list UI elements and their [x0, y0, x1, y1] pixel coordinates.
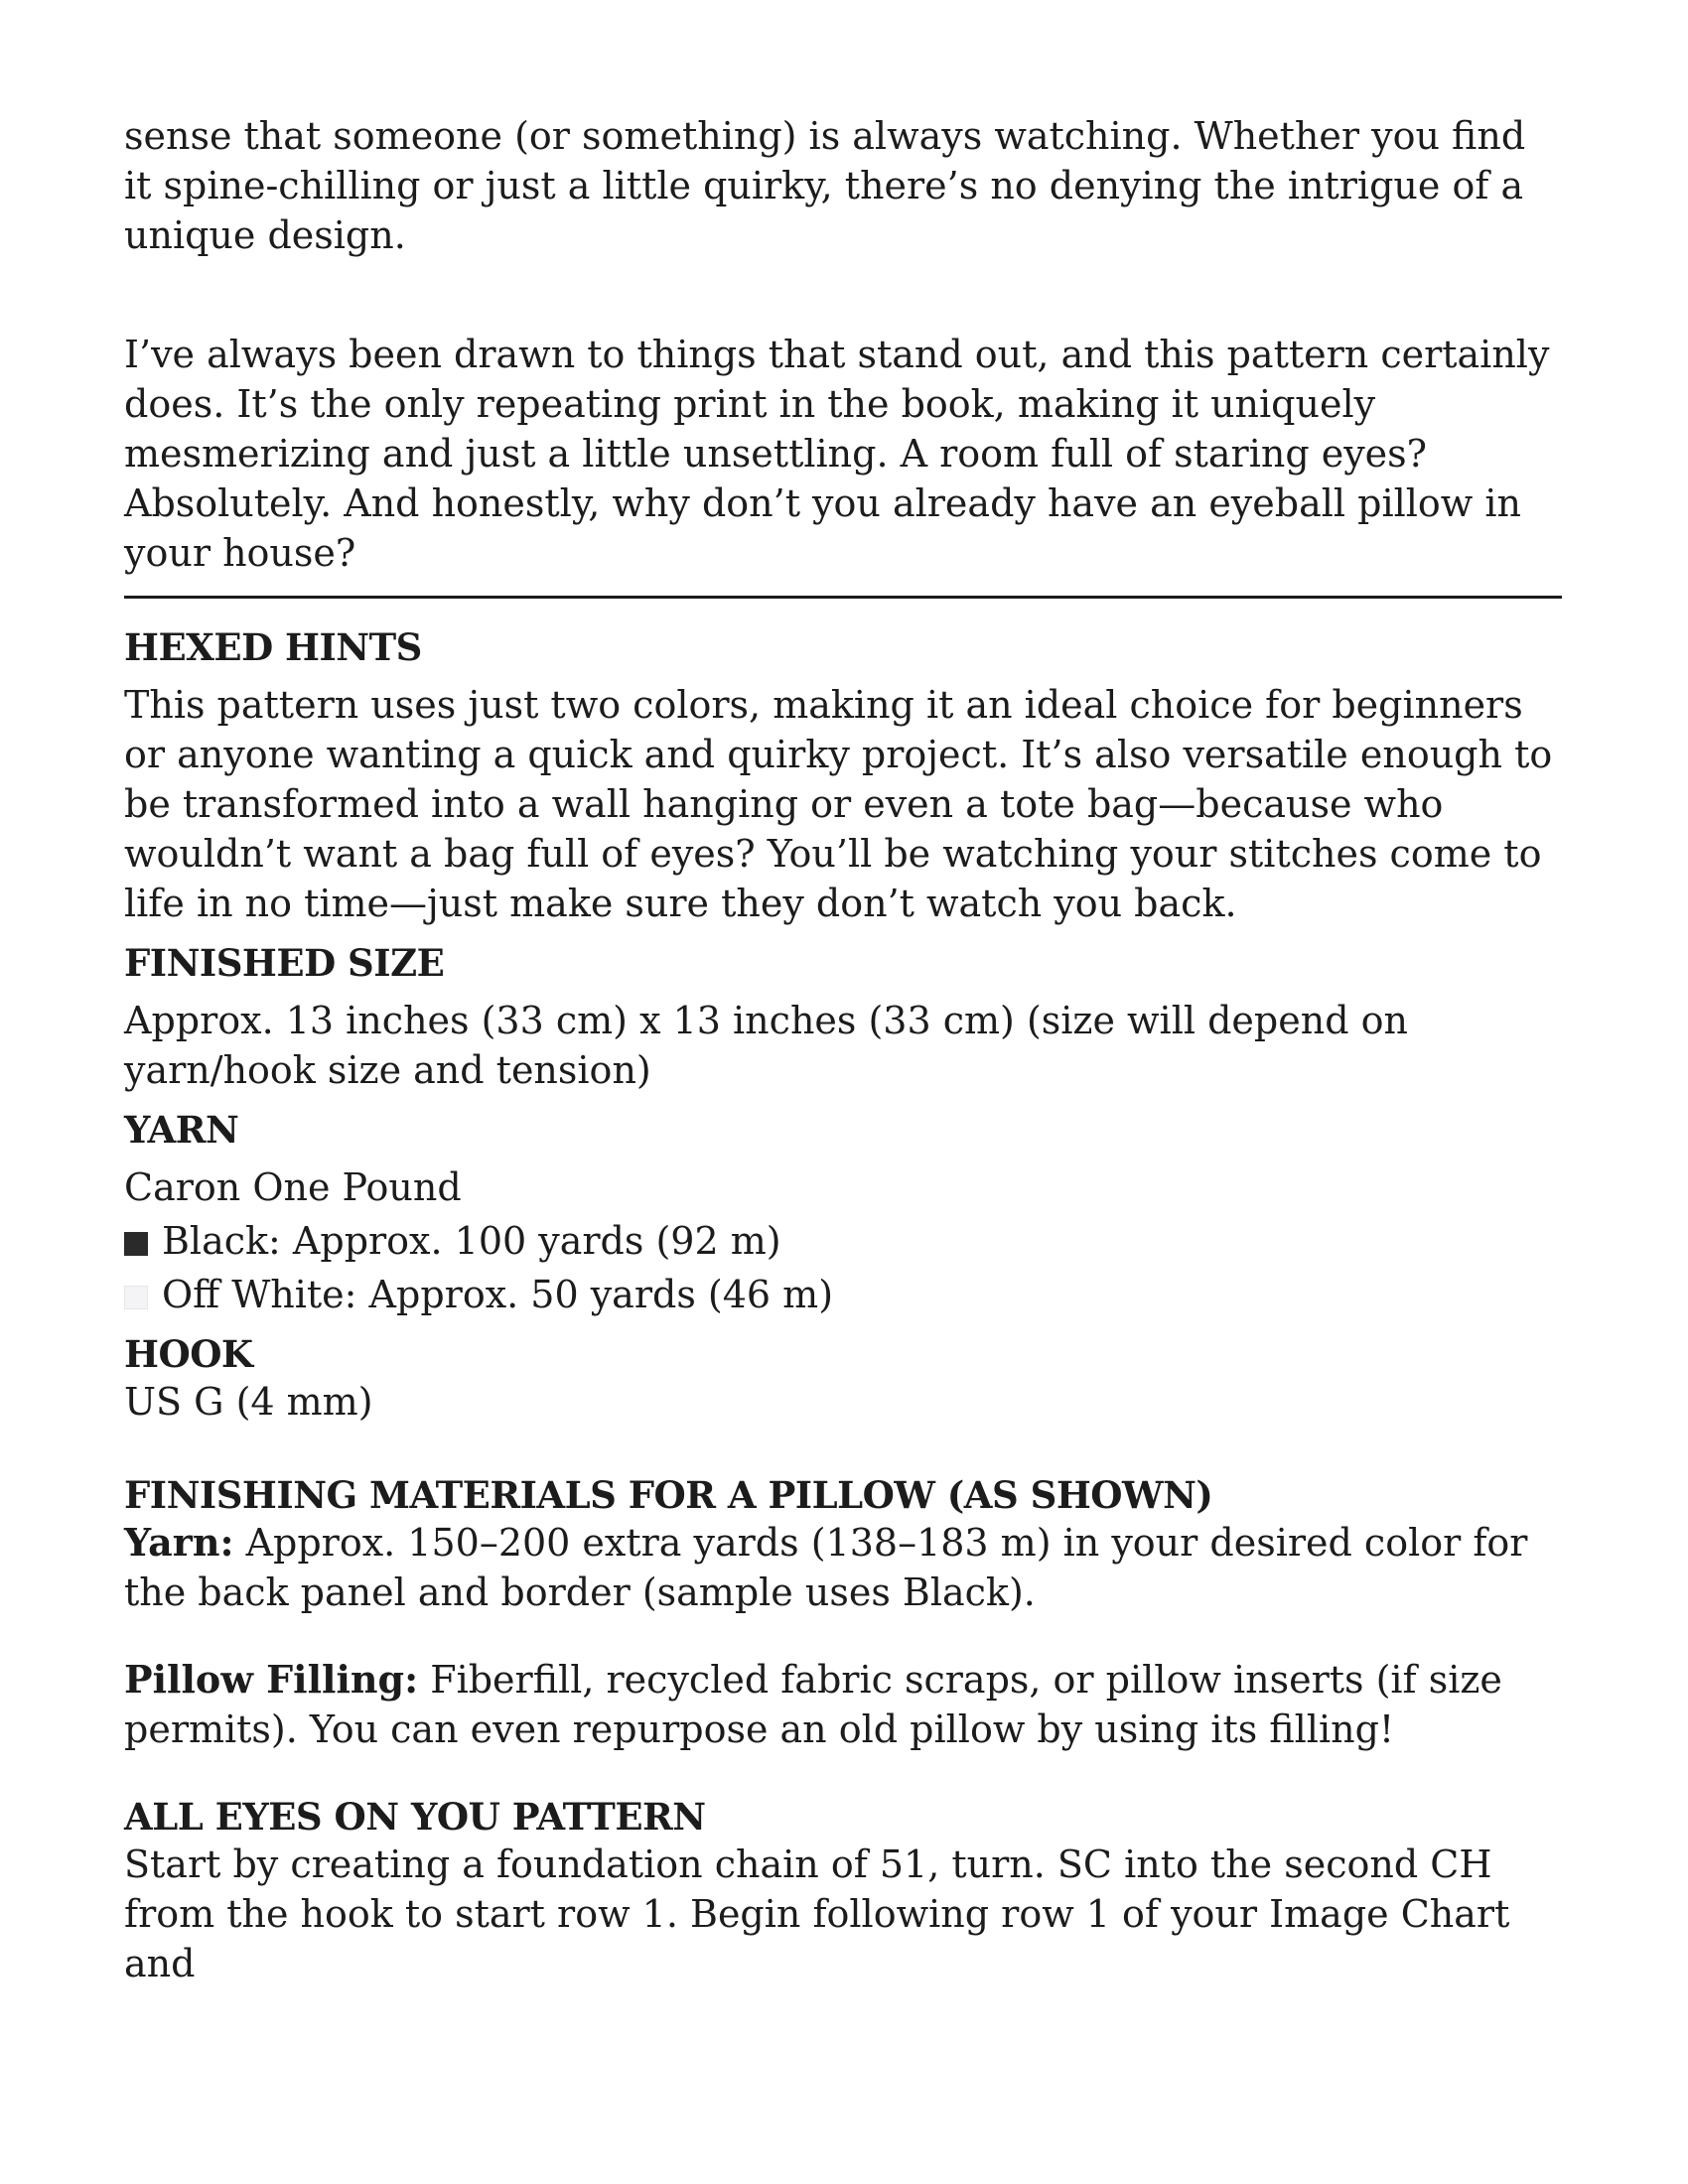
hook-section — [124, 1331, 1564, 1427]
finishing-filling-text: Fiberfill, recycled fabric scraps, or pillow inserts (if size permits). You can even repurpose an old pillow by using its filling! — [124, 1658, 1502, 1751]
hexed-hints-heading: HEXED HINTS — [124, 625, 422, 669]
finished-size-section — [124, 940, 1564, 1095]
yarn-color-black-label: Black: Approx. 100 yards (92 m) — [162, 1219, 781, 1263]
hexed-hints-body: This pattern uses just two colors, making it an ideal choice for beginners or anyone wanting a quick and quirky project. It’s also versatile enough to be transformed into a wall hanging or even a tote bag—because who wouldn’t want a bag full of eyes? You’ll be watching your stitches come to life in no time—just make sure they don’t watch you back. — [124, 683, 1553, 925]
finishing-filling-label: Pillow Filling: — [124, 1657, 419, 1702]
intro-paragraph-2: I’ve always been drawn to things that stand out, and this pattern certainly does. It’s the only repeating print in the book, making it uniquely mesmerizing and just a little unsettling. A room full of staring eyes? Absolutely. And honestly, why don’t you already have an eyeball pillow in your house? — [124, 333, 1550, 575]
finishing-yarn-text: Approx. 150–200 extra yards (138–183 m) in your desired color for the back panel and border (sample uses Black). — [124, 1521, 1528, 1614]
finishing-yarn-label: Yarn: — [124, 1520, 234, 1565]
hexed-hints-section — [124, 624, 1564, 928]
finishing-materials-heading: FINISHING MATERIALS FOR A PILLOW (AS SHOWN) — [124, 1473, 1213, 1517]
yarn-color-black — [124, 1216, 1564, 1266]
intro-paragraph-1: sense that someone (or something) is always watching. Whether you find it spine-chilling or just a little quirky, there’s no denying the intrigue of a unique design. — [124, 114, 1526, 257]
pattern-section — [124, 1794, 1564, 1988]
pattern-heading: ALL EYES ON YOU PATTERN — [124, 1795, 706, 1839]
yarn-color-offwhite-label: Off White: Approx. 50 yards (46 m) — [162, 1273, 834, 1316]
document-page — [124, 111, 1564, 1988]
finishing-materials-section — [124, 1472, 1564, 1754]
finishing-filling-paragraph — [124, 1655, 1564, 1754]
yarn-color-offwhite — [124, 1270, 1564, 1319]
yarn-section — [124, 1107, 1564, 1319]
pattern-body: Start by creating a foundation chain of 51, turn. SC into the second CH from the hook to start row 1. Begin following row 1 of your Image Chart and — [124, 1843, 1510, 1985]
finished-size-heading: FINISHED SIZE — [124, 941, 445, 985]
section-divider — [124, 596, 1562, 599]
offwhite-swatch-icon — [124, 1286, 148, 1309]
hook-heading: HOOK — [124, 1332, 253, 1376]
yarn-brand: Caron One Pound — [124, 1165, 462, 1209]
finished-size-body: Approx. 13 inches (33 cm) x 13 inches (33 cm) (size will depend on yarn/hook size and tension) — [124, 999, 1408, 1092]
finishing-yarn-paragraph — [124, 1518, 1564, 1617]
hook-body: US G (4 mm) — [124, 1380, 373, 1424]
yarn-heading: YARN — [124, 1108, 239, 1152]
black-swatch-icon — [124, 1232, 148, 1256]
